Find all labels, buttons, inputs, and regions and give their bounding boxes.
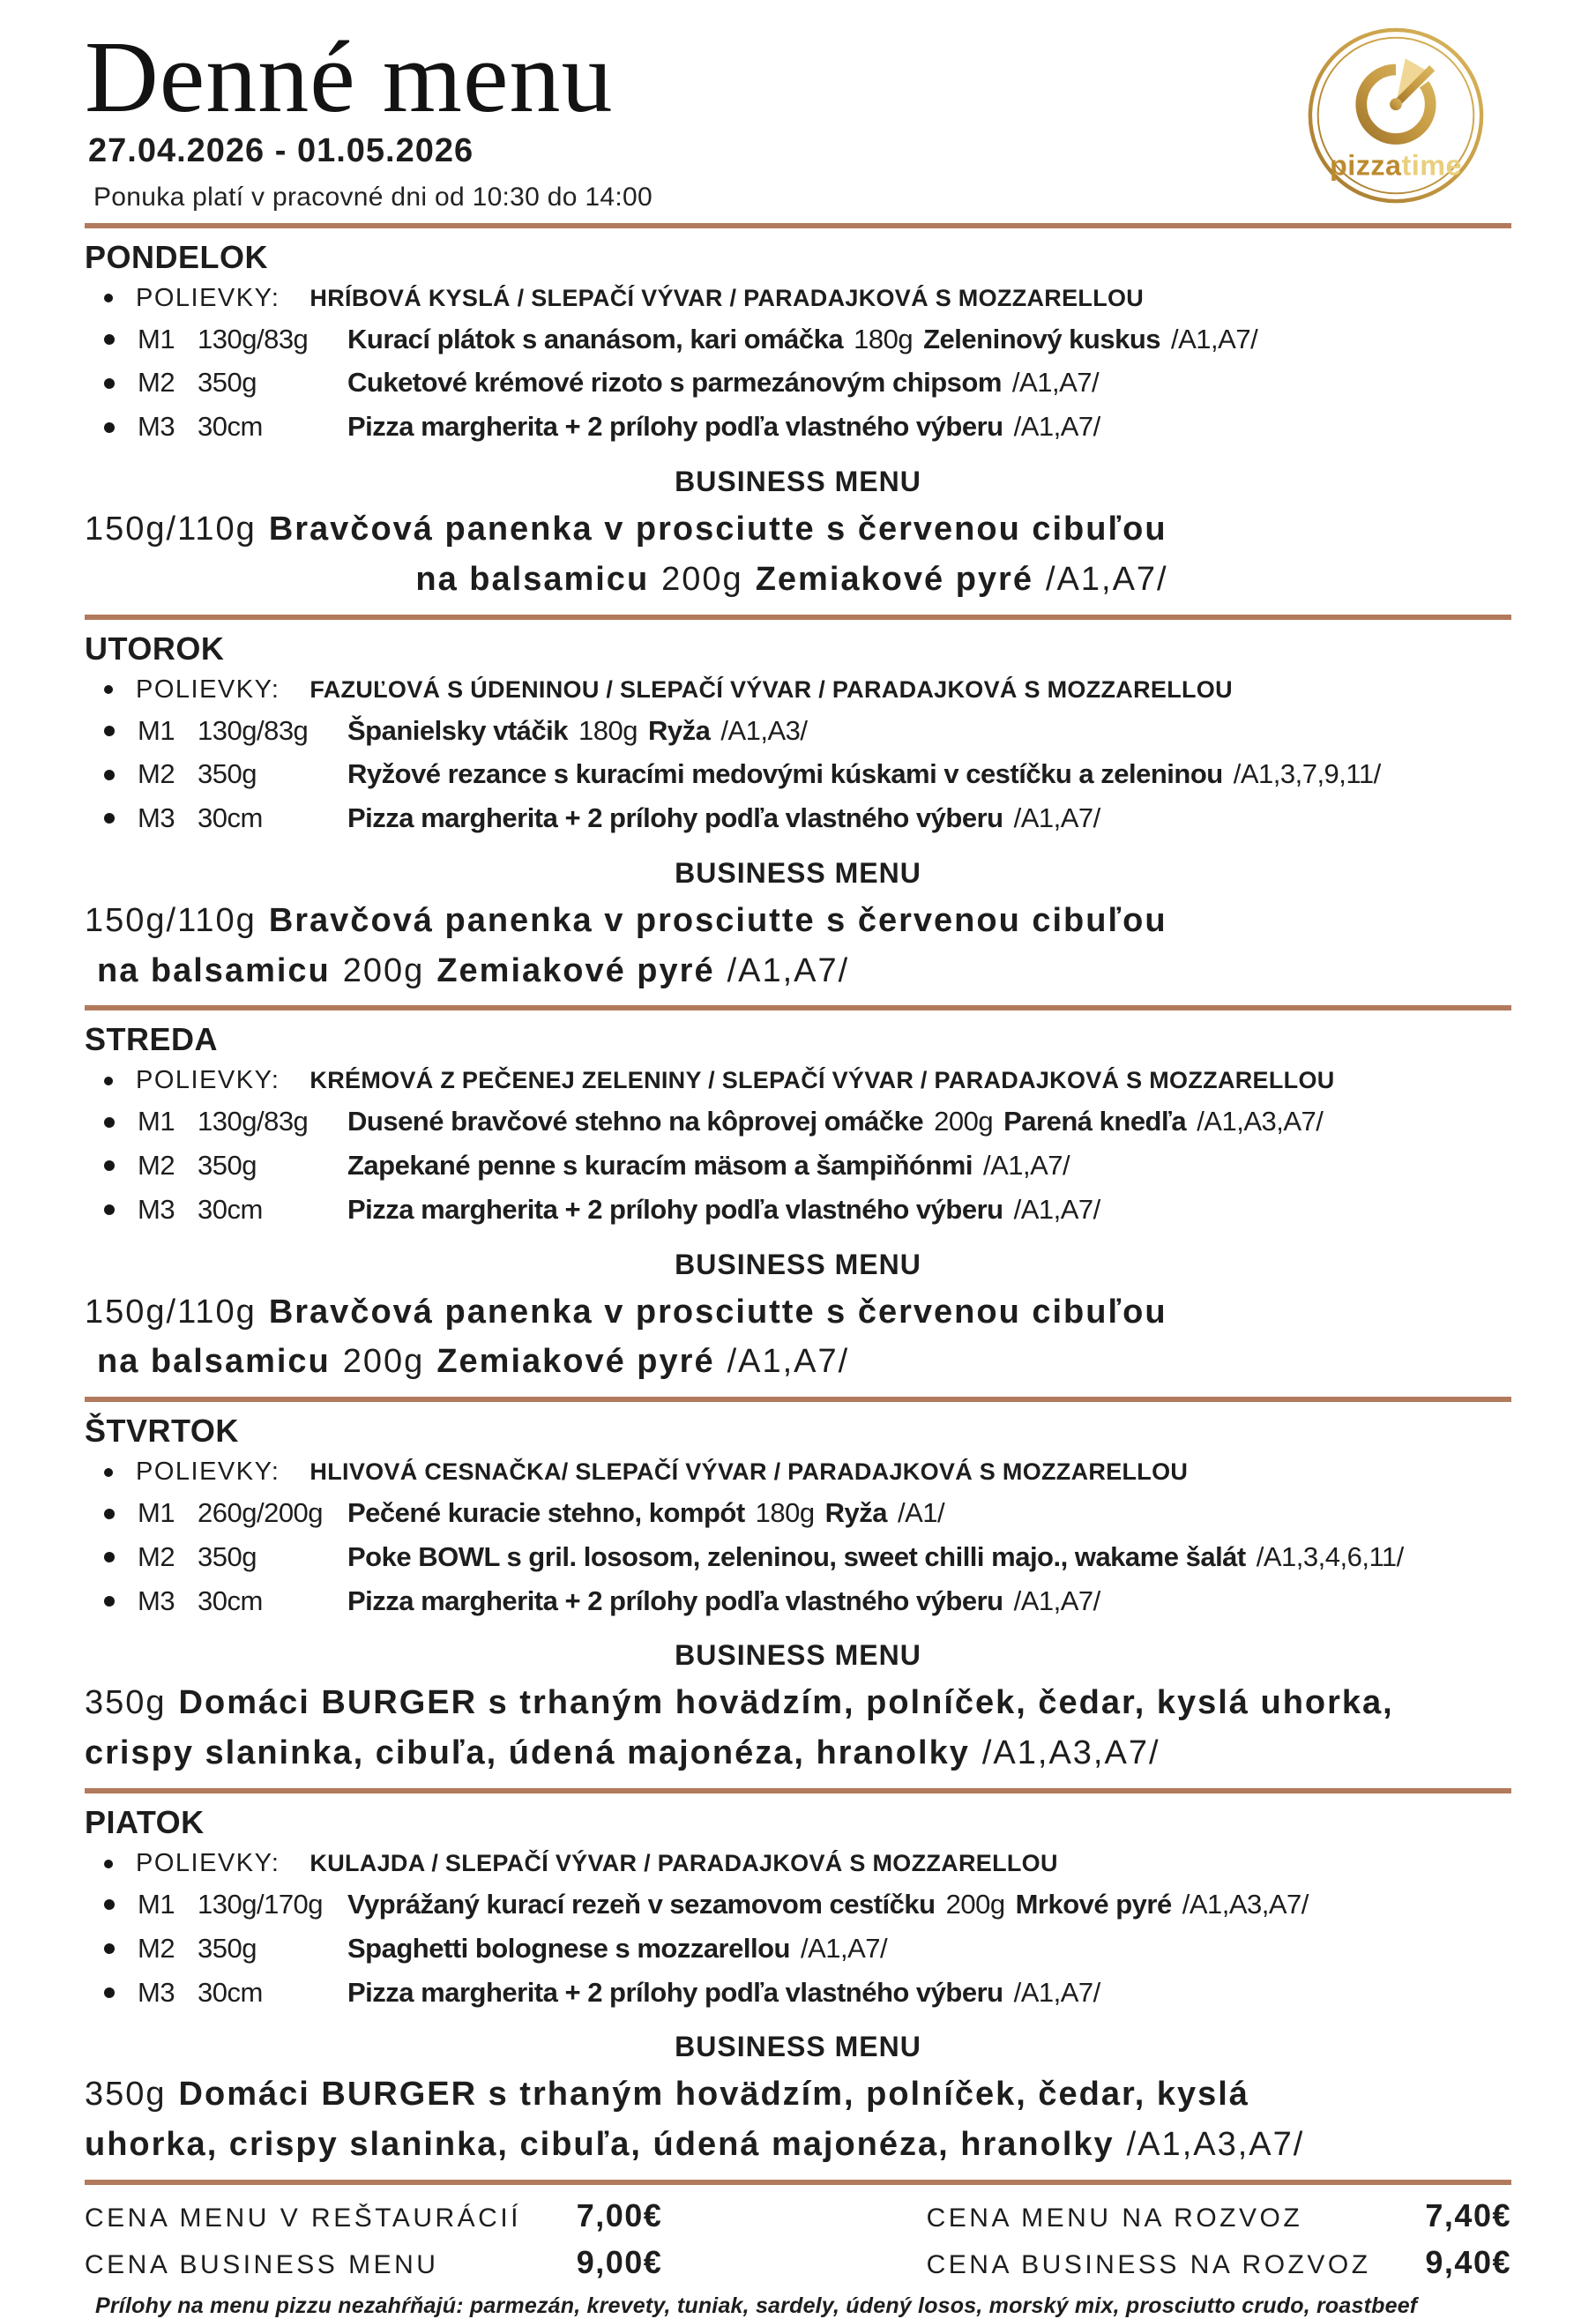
price-label: CENA BUSINESS MENU [85,2249,439,2279]
bullet-icon [104,378,115,389]
menu-item-row [85,366,1511,400]
dish-name: Pizza margherita + 2 prílohy podľa vlastného výberu [347,802,1003,834]
price-value: 7,00€ [576,2196,663,2233]
soups-label: POLIEVKY: [136,1066,280,1095]
business-menu-line [85,903,1511,940]
item-code: M3 [138,411,175,443]
header-text-block [85,23,653,213]
day-name: ŠTVRTOK [85,1413,239,1450]
item-code: M1 [138,1106,175,1137]
dish-name: Zeleninový kuskus [923,323,1161,354]
page-title: Denné menu [85,21,614,134]
item-detail: 350g [85,2076,167,2114]
item-code: M3 [138,1193,175,1225]
business-menu-line [85,1294,1511,1331]
business-menu-line [85,1344,1511,1381]
menu-item-row [85,802,1511,836]
price-pair [927,2244,1511,2281]
item-code: M1 [138,1889,175,1920]
day-name: UTOROK [85,630,225,667]
dish-name: Spaghetti bolognese s mozzarellou [347,1932,790,1964]
section-divider [85,2180,1511,2185]
item-weight: 350g [198,367,257,399]
item-detail: 200g [945,1889,1005,1920]
menu-item-row [85,410,1511,444]
dish-name: Domáci BURGER s trhaným hovädzím, polníček, čedar, kyslá [178,2076,1249,2114]
item-detail: 180g [755,1497,815,1529]
soups-list: HRÍBOVÁ KYSLÁ / SLEPAČÍ VÝVAR / PARADAJKOVÁ S MOZZARELLOU [310,284,1145,311]
dish-name: na balsamicu [97,951,331,989]
dish-name: Zemiakové pyré [436,951,715,989]
bullet-icon [104,1077,113,1085]
item-detail: 180g [854,323,914,354]
bullet-icon [104,1860,113,1868]
item-detail: /A1/ [898,1497,945,1529]
day-name: PONDELOK [85,238,269,275]
item-weight: 130g/83g [198,714,309,746]
item-weight: 260g/200g [198,1497,324,1529]
dish-name: Kurací plátok s ananásom, kari omáčka [347,323,844,354]
menu-item-row [85,1932,1511,1966]
soups-row [85,1458,1511,1487]
bullet-icon [104,1899,115,1910]
menu-days [85,228,1511,2185]
soups-label: POLIEVKY: [136,283,280,312]
pizzatime-logo [1305,26,1487,208]
day-section [85,1793,1511,2185]
dish-name: Pizza margherita + 2 prílohy podľa vlastného výberu [347,1193,1003,1225]
bullet-icon [104,1204,115,1215]
menu-item-row [85,1976,1511,2010]
dish-name: Mrkové pyré [1015,1889,1172,1920]
item-detail: 150g/110g [85,510,257,548]
header [85,23,1511,213]
menu-item-row [85,323,1511,357]
price-row [85,2197,1511,2234]
item-detail: /A1,A7/ [1013,1585,1100,1616]
dish-name: Vyprážaný kurací rezeň v sezamovom cestíčku [347,1889,936,1920]
dish-name: na balsamicu [415,560,650,598]
menu-item-row [85,1105,1511,1139]
bullet-icon [104,334,115,345]
day-name: STREDA [85,1021,219,1058]
soups-label: POLIEVKY: [136,675,280,704]
item-detail: 200g [934,1106,994,1137]
dish-name: Pizza margherita + 2 prílohy podľa vlastného výberu [347,1585,1003,1616]
clock-pizza-icon [1346,50,1446,156]
business-menu-line [85,1685,1511,1722]
item-detail: /A1,A3,A7/ [1126,2126,1305,2164]
item-detail: /A1,A7/ [1013,1976,1100,2008]
day-section [85,1402,1511,1793]
business-menu [85,857,1511,990]
item-detail: /A1,A7/ [1013,802,1100,834]
soups-row [85,1849,1511,1878]
dish-name: Poke BOWL s gril. lososom, zeleninou, sweet chilli majo., wakame šalát [347,1540,1246,1572]
price-label: CENA MENU V REŠTAURÁCIÍ [85,2203,522,2233]
business-menu [85,2031,1511,2164]
price-list [85,2197,1511,2281]
price-value: 9,00€ [576,2243,663,2280]
bullet-icon [104,1552,115,1562]
bullet-icon [104,1596,115,1607]
business-menu-heading: BUSINESS MENU [675,1639,921,1672]
item-detail: 150g/110g [85,1293,257,1331]
bullet-icon [104,685,113,694]
date-range: 27.04.2026 - 01.05.2026 [88,131,474,169]
item-detail: /A1,A7/ [982,1150,1070,1182]
pizza-toppings-note: Prílohy na menu pizzu nezahŕňajú: parmezán, krevety, tuniak, sardely, údený losos, morský mix, prosciutto crudo, roastbeef [95,2293,1418,2318]
item-code: M1 [138,323,175,354]
business-menu-line [85,1735,1511,1772]
item-weight: 350g [198,1150,257,1182]
price-label: CENA BUSINESS NA ROZVOZ [926,2249,1371,2279]
item-detail: /A1,A7/ [1171,323,1258,354]
business-menu-line [85,2077,1511,2114]
item-detail: /A1,A3,A7/ [1197,1106,1324,1137]
bullet-icon [104,813,115,824]
item-code: M2 [138,1540,175,1572]
item-weight: 130g/83g [198,323,309,354]
soups-label: POLIEVKY: [136,1849,280,1878]
item-weight: 30cm [198,802,263,834]
item-code: M3 [138,1976,175,2008]
business-menu-line [85,511,1511,548]
soups-list: KRÉMOVÁ Z PEČENEJ ZELENINY / SLEPAČÍ VÝVAR / PARADAJKOVÁ S MOZZARELLOU [310,1067,1335,1094]
day-name: PIATOK [85,1804,205,1841]
item-detail: 200g [342,951,425,989]
item-code: M3 [138,802,175,834]
day-section [85,1010,1511,1402]
dish-name: Zemiakové pyré [755,560,1033,598]
dish-name: Domáci BURGER s trhaným hovädzím, polníček, čedar, kyslá uhorka, [178,1684,1394,1722]
item-detail: /A1,A3,A7/ [981,1734,1160,1772]
menu-item-row [85,1888,1511,1922]
day-section [85,620,1511,1011]
item-detail: 180g [578,714,638,746]
item-code: M2 [138,1932,175,1964]
item-detail: 200g [661,560,743,598]
item-detail: /A1,A7/ [727,1343,850,1381]
menu-item-row [85,757,1511,792]
day-section [85,228,1511,620]
footer [85,2197,1511,2319]
business-menu [85,1639,1511,1772]
item-detail: /A1,3,4,6,11/ [1256,1540,1404,1572]
item-detail: /A1,A7/ [1013,411,1100,443]
dish-name: Parená knedľa [1003,1106,1187,1137]
dish-name: Bravčová panenka v prosciutte s červenou cibuľou [268,901,1167,939]
bullet-icon [104,422,115,433]
menu-item-row [85,1193,1511,1227]
brand-time: time [1401,149,1463,182]
soups-row [85,284,1511,313]
bullet-icon [104,770,115,780]
item-weight: 350g [198,1540,257,1572]
dish-name: Ryža [824,1497,887,1529]
item-detail: 350g [85,1684,167,1722]
bullet-icon [104,1117,115,1128]
item-code: M1 [138,1497,175,1529]
bullet-icon [104,1160,115,1171]
soups-list: HLIVOVÁ CESNAČKA/ SLEPAČÍ VÝVAR / PARADAJKOVÁ S MOZZARELLOU [310,1458,1189,1486]
dish-name: Zapekané penne s kuracím mäsom a šampiňónmi [347,1150,973,1182]
validity-note: Ponuka platí v pracovné dni od 10:30 do 14:00 [93,182,653,212]
soups-list: FAZUĽOVÁ S ÚDENINOU / SLEPAČÍ VÝVAR / PARADAJKOVÁ S MOZZARELLOU [310,675,1233,703]
item-detail: 200g [342,1343,425,1381]
business-menu-heading: BUSINESS MENU [675,856,921,889]
item-code: M1 [138,714,175,746]
soups-row [85,1066,1511,1095]
price-pair [85,2244,662,2281]
dish-name: Ryžové rezance s kuracími medovými kúskami v cestíčku a zeleninou [347,758,1223,790]
item-weight: 30cm [198,1585,263,1616]
dish-name: Zemiakové pyré [436,1343,715,1381]
business-menu-heading: BUSINESS MENU [675,1248,921,1280]
price-value: 9,40€ [1425,2243,1511,2280]
soups-row [85,675,1511,705]
item-detail: /A1,3,7,9,11/ [1233,758,1381,790]
price-label: CENA MENU NA ROZVOZ [926,2203,1303,2233]
bullet-icon [104,294,113,302]
dish-name: Dusené bravčové stehno na kôprovej omáčke [347,1106,924,1137]
item-code: M2 [138,758,175,790]
item-detail: /A1,A7/ [1013,1193,1100,1225]
business-menu [85,466,1511,599]
brand-pizza: pizza [1329,149,1402,182]
bullet-icon [104,1987,115,1998]
item-weight: 30cm [198,411,263,443]
menu-item-row [85,1540,1511,1575]
item-weight: 350g [198,758,257,790]
item-detail: /A1,A7/ [1011,367,1100,399]
dish-name: uhorka, crispy slaninka, cibuľa, údená majonéza, hranolky [85,2126,1115,2164]
menu-item-row [85,714,1511,749]
dish-name: Pizza margherita + 2 prílohy podľa vlastného výberu [347,1976,1003,2008]
item-weight: 30cm [198,1976,263,2008]
price-pair [85,2197,662,2234]
dish-name: Cuketové krémové rizoto s parmezánovým chipsom [347,367,1002,399]
bullet-icon [104,1943,115,1954]
bullet-icon [104,726,115,736]
dish-name: Ryža [647,714,711,746]
dish-name: Španielsky vtáčik [347,714,568,746]
business-menu [85,1249,1511,1382]
item-weight: 30cm [198,1193,263,1225]
business-menu-line [85,2127,1511,2164]
dish-name: Bravčová panenka v prosciutte s červenou cibuľou [268,1293,1167,1331]
item-weight: 130g/83g [198,1106,309,1137]
item-detail: /A1,A3/ [720,714,808,746]
business-menu-heading: BUSINESS MENU [675,2031,921,2063]
soups-list: KULAJDA / SLEPAČÍ VÝVAR / PARADAJKOVÁ S MOZZARELLOU [310,1850,1058,1877]
menu-item-row [85,1496,1511,1531]
dish-name: Bravčová panenka v prosciutte s červenou cibuľou [268,510,1167,548]
item-code: M2 [138,1150,175,1182]
dish-name: na balsamicu [97,1343,331,1381]
item-detail: /A1,A7/ [1045,560,1168,598]
item-detail: /A1,A7/ [727,951,850,989]
business-menu-heading: BUSINESS MENU [675,465,921,497]
dish-name: Pizza margherita + 2 prílohy podľa vlastného výberu [347,411,1003,443]
menu-item-row [85,1585,1511,1619]
bullet-icon [104,1509,115,1519]
item-code: M2 [138,367,175,399]
item-detail: /A1,A7/ [800,1932,888,1964]
business-menu-line [85,562,1511,599]
item-detail: /A1,A3,A7/ [1182,1889,1309,1920]
soups-label: POLIEVKY: [136,1458,280,1487]
menu-item-row [85,1149,1511,1183]
bullet-icon [104,1468,113,1477]
price-row [85,2244,1511,2281]
business-menu-line [85,953,1511,990]
dish-name: Pečené kuracie stehno, kompót [347,1497,745,1529]
item-code: M3 [138,1585,175,1616]
item-weight: 350g [198,1932,257,1964]
price-pair [927,2197,1511,2234]
price-value: 7,40€ [1425,2196,1511,2233]
item-detail: 150g/110g [85,901,257,939]
dish-name: crispy slaninka, cibuľa, údená majonéza, hranolky [85,1734,970,1772]
item-weight: 130g/170g [198,1889,324,1920]
logo-wordmark [1330,150,1462,182]
